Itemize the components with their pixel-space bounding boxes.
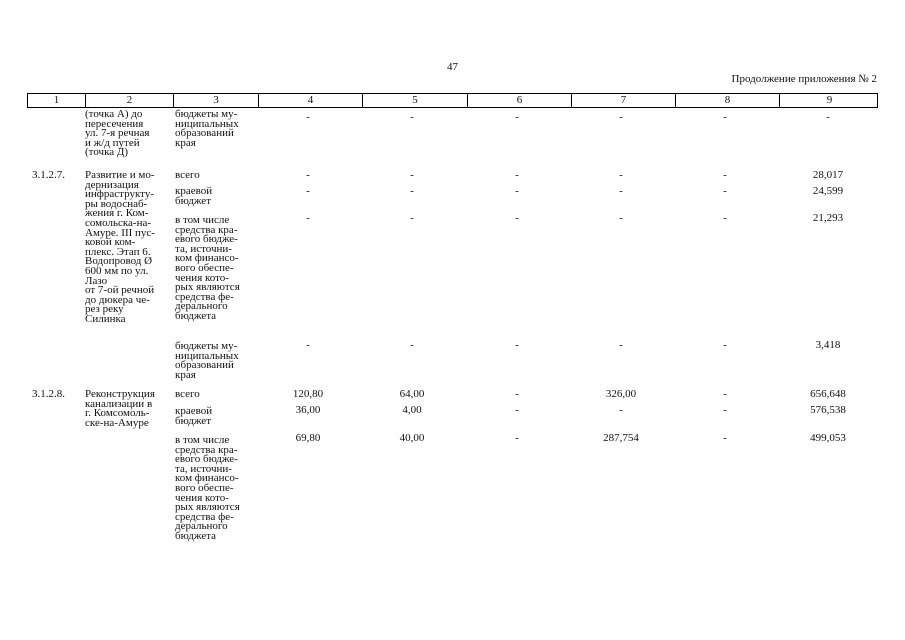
value-cell: - (723, 185, 727, 197)
row-name: (точка А) до пересечения ул. 7-я речная и ж/д путей (точка Д) (85, 108, 150, 159)
row-code: 3.1.2.8. (32, 388, 65, 400)
value-cell: - (515, 339, 519, 351)
value-cell: - (723, 111, 727, 123)
table-header (27, 93, 878, 108)
appendix-caption: Продолжение приложения № 2 (731, 73, 877, 85)
value-cell: - (619, 185, 623, 197)
value-cell: - (619, 212, 623, 224)
row-source: всего (175, 388, 200, 400)
value-cell: - (723, 169, 727, 181)
header-col-8: 8 (676, 94, 780, 107)
value-cell: 120,80 (292, 388, 324, 400)
header-col-4: 4 (259, 94, 363, 107)
row-name: Развитие и мо- дернизация инфраструкту- ры водоснаб- жения г. Ком- сомольска-на- Амуре. III пус- ковой ком- плекс. Этап 6. Водопровод Ø 600 мм по ул. Лазо от 7-ой речной до дюкера че- рез реку Силинка (85, 169, 155, 325)
value-cell: - (515, 388, 519, 400)
value-cell: - (619, 169, 623, 181)
value-cell: - (410, 111, 414, 123)
header-col-5: 5 (363, 94, 468, 107)
row-source: всего (175, 169, 200, 181)
value-cell: - (306, 111, 310, 123)
value-cell: - (410, 339, 414, 351)
value-cell: - (619, 339, 623, 351)
row-source: в том числе средства кра- евого бюдже- та, источни- ком финансо- вого обеспе- чения кото- рых являются средства фе- дерального бюджета (175, 434, 240, 542)
value-cell: - (723, 388, 727, 400)
header-col-7: 7 (572, 94, 676, 107)
value-cell: 576,538 (810, 404, 846, 416)
value-cell: - (515, 111, 519, 123)
row-code: 3.1.2.7. (32, 169, 65, 181)
value-cell: - (515, 185, 519, 197)
value-cell: - (410, 185, 414, 197)
value-cell: - (515, 432, 519, 444)
value-cell: 64,00 (399, 388, 425, 400)
row-name: Реконструкция канализации в г. Комсомоль- ске-на-Амуре (85, 388, 155, 429)
value-cell: 656,648 (810, 388, 846, 400)
value-cell: - (723, 432, 727, 444)
header-col-1: 1 (28, 94, 86, 107)
value-cell: - (515, 404, 519, 416)
row-source: краевой бюджет (175, 185, 213, 207)
value-cell: - (306, 169, 310, 181)
row-source: краевой бюджет (175, 405, 213, 427)
value-cell: - (619, 111, 623, 123)
row-source: бюджеты му- ниципальных образований края (175, 340, 239, 381)
value-cell: 24,599 (812, 185, 844, 197)
value-cell: 36,00 (295, 404, 321, 416)
value-cell: 21,293 (812, 212, 844, 224)
value-cell: - (306, 339, 310, 351)
value-cell: 69,80 (295, 432, 321, 444)
header-col-3: 3 (174, 94, 259, 107)
value-cell: - (723, 212, 727, 224)
value-cell: - (723, 339, 727, 351)
value-cell: - (410, 212, 414, 224)
value-cell: - (306, 212, 310, 224)
value-cell: 326,00 (605, 388, 637, 400)
page-number: 47 (447, 61, 458, 73)
value-cell: 28,017 (812, 169, 844, 181)
value-cell: - (515, 169, 519, 181)
value-cell: - (826, 111, 830, 123)
value-cell: 499,053 (810, 432, 846, 444)
value-cell: - (515, 212, 519, 224)
value-cell: 40,00 (399, 432, 425, 444)
header-col-2: 2 (86, 94, 174, 107)
header-col-9: 9 (826, 94, 833, 106)
value-cell: 4,00 (402, 404, 422, 416)
row-source: бюджеты му- ниципальных образований края (175, 108, 239, 149)
value-cell: 287,754 (603, 432, 639, 444)
header-col-6: 6 (468, 94, 572, 107)
value-cell: - (410, 169, 414, 181)
row-source: в том числе средства кра- евого бюдже- та, источни- ком финансо- вого обеспе- чения кото- рых являются средства фе- дерального бюджета (175, 214, 240, 322)
value-cell: - (619, 404, 623, 416)
value-cell: - (306, 185, 310, 197)
value-cell: - (723, 404, 727, 416)
value-cell: 3,418 (815, 339, 841, 351)
